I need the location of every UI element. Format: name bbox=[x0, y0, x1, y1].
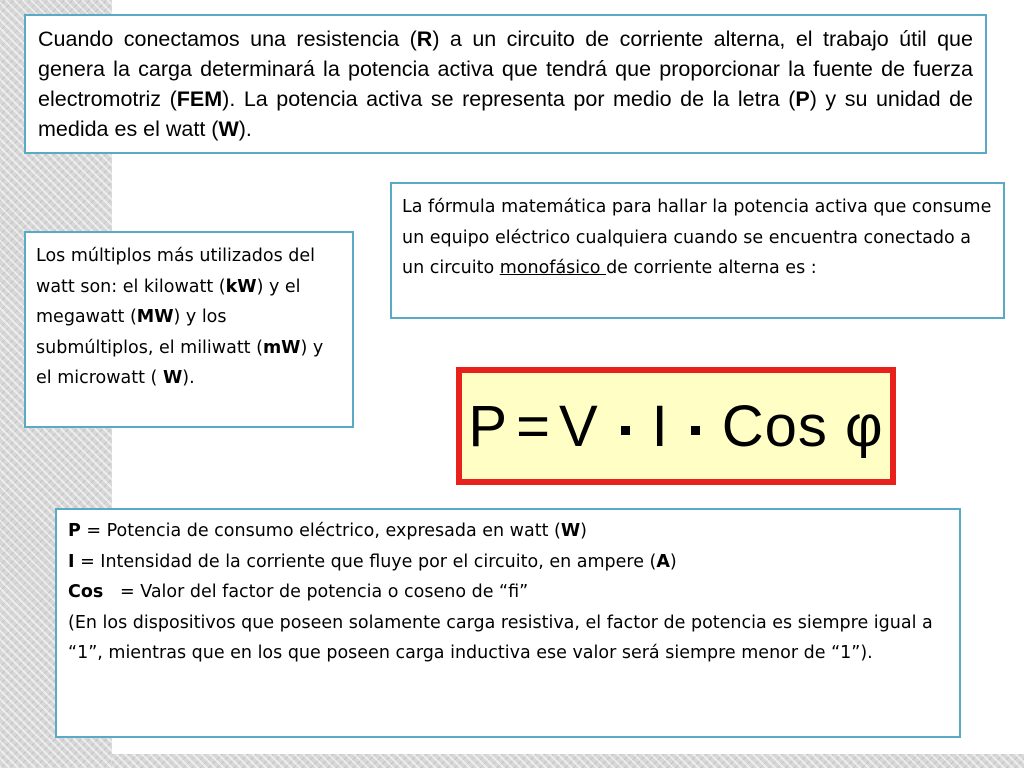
formula-equals: = bbox=[516, 393, 551, 459]
formula-p: P bbox=[468, 393, 509, 459]
intro-text-5: ). bbox=[238, 117, 252, 141]
multiples-kw: kW bbox=[225, 276, 257, 297]
definition-i-term: I bbox=[68, 551, 75, 572]
formula-intro-text-1: La fórmula matemática para hallar la potencia activa que consume un equipo eléctrico cualquiera cuando se encuentra conectado a un circuito bbox=[402, 197, 992, 278]
formula-intro-text-2: de corriente alterna es : bbox=[606, 258, 817, 278]
intro-fem: FEM bbox=[176, 87, 223, 111]
definition-cos-text: = Valor del factor de potencia o coseno de “fi” bbox=[103, 582, 529, 602]
definition-i bbox=[68, 547, 948, 578]
intro-p: P bbox=[795, 87, 810, 111]
intro-r: R bbox=[416, 27, 433, 51]
intro-text-4: ) y su unidad de medida es el watt ( bbox=[38, 87, 973, 141]
formula-intro-paragraph bbox=[390, 182, 1005, 319]
formula-v: V bbox=[558, 393, 599, 459]
definition-p bbox=[68, 516, 948, 547]
formula-i: I bbox=[651, 393, 669, 459]
definition-i-unit: A bbox=[656, 551, 670, 572]
multiples-miliwatt: mW bbox=[262, 337, 301, 358]
definition-p-term: P bbox=[68, 521, 81, 541]
definition-cos-term: Cos bbox=[68, 582, 104, 602]
intro-text-3: ). La potencia activa se representa por medio de la letra ( bbox=[222, 87, 796, 111]
multiply-dot-icon bbox=[621, 426, 630, 435]
intro-paragraph bbox=[24, 14, 987, 154]
definition-note: (En los dispositivos que poseen solamente carga resistiva, el factor de potencia es siempre igual a “1”, mientras que en los que poseen carga inductiva ese valor será siempre menor de “1”). bbox=[68, 612, 933, 663]
multiples-text-1: Los múltiplos más utilizados del watt son: el kilowatt ( bbox=[36, 246, 316, 297]
definition-i-text: = Intensidad de la corriente que fluye por el circuito, en ampere ( bbox=[74, 551, 657, 572]
multiply-dot-icon bbox=[691, 426, 700, 435]
multiples-paragraph bbox=[24, 231, 354, 428]
multiples-text-5: ). bbox=[182, 368, 195, 388]
definition-p-text: = Potencia de consumo eléctrico, expresada en watt ( bbox=[80, 521, 561, 541]
intro-w: W bbox=[218, 117, 239, 141]
multiples-microwatt: W bbox=[162, 368, 183, 388]
definition-cos bbox=[68, 577, 948, 608]
definition-p-end: ) bbox=[580, 521, 587, 541]
intro-text-1: Cuando conectamos una resistencia ( bbox=[38, 27, 417, 51]
multiples-text-2: ) y el megawatt ( bbox=[36, 276, 301, 327]
multiples-mw: MW bbox=[136, 307, 174, 327]
power-formula bbox=[456, 367, 896, 485]
multiples-text-3: ) y los submúltiplos, el miliwatt ( bbox=[36, 307, 263, 358]
background-pattern-bottom bbox=[112, 754, 1024, 768]
monofasico-link[interactable]: monofásico bbox=[499, 258, 607, 278]
multiples-text-4: ) y el microwatt ( bbox=[36, 337, 324, 388]
formula-cos-phi: Cos φ bbox=[721, 393, 884, 459]
intro-text-2: ) a un circuito de corriente alterna, el trabajo útil que genera la carga determinará la potencia activa que tendrá que proporcionar la fuente de fuerza electromotriz ( bbox=[38, 27, 973, 111]
definitions-paragraph bbox=[55, 508, 961, 738]
definition-p-unit: W bbox=[560, 521, 581, 541]
definition-i-end: ) bbox=[669, 551, 677, 572]
